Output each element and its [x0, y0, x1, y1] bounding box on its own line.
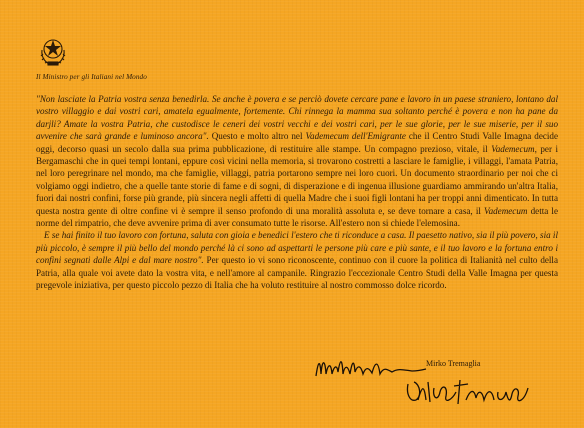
italian-republic-emblem-icon: [38, 34, 68, 68]
emigrant-quote: "Non lasciate la Patria vostra senza benedirla. Se anche è povera e se perciò dovete cercare pane e lavoro in un paese straniero, lontano dal vostro villaggio e dai vostri cari, amatela egualmente, fortemente. Chi rinnega la mamma sua soltanto perché è povera e non ha pane da darjli? Amate la vostra Patria, che custodisce le ceneri dei vostri vecchi e dei vostri cari, per le sue glorie, per le sue miserie, per il suo avvenire che sarà grande e luminoso ancora".: [36, 94, 558, 142]
ministry-title: Il Ministro per gli Italiani nel Mondo: [36, 73, 147, 81]
homecoming-quote: E se hai finito il tuo lavoro con fortuna, saluta con gioia e benedici l'estero che ti riconduce a casa. Il paesetto nativo, sia il più povero, sia il più piccolo, è sempre il più bello del mondo perché là ci sono ad aspettarti le persone più care e più sante, e il tuo lavoro e la fortuna entro i confini segnati dalle Alpi e dal mare nostro".: [36, 230, 558, 266]
letter-paragraph-2: E se hai finito il tuo lavoro con fortuna, saluta con gioia e benedici l'estero che ti riconduce a casa. Il paesetto nativo, sia il più povero, sia il più piccolo, è sempre il più bello del mondo perché là ci sono ad aspettarti le persone più care e più sante, e il tuo lavoro e la fortuna entro i confini segnati dalle Alpi e dal mare nostro". Per questo io vi sono riconoscente, continuo con il cuore la politica di Italianità nel culto della Patria, alla quale voi avete dato la vostra vita, e nell'amore al campanile. Ringrazio l'eccezionale Centro Studi della Valle Imagna per questa pregevole iniziativa, per questo piccolo pezzo di Italia che ha voluto restituire al nostro commosso dolce ricordo.: [36, 230, 558, 291]
vademecum-title: Vademecum dell'Emigrante: [305, 131, 406, 142]
signer-name: Mirko Tremaglia: [426, 359, 481, 368]
handwritten-signature-surname: [404, 374, 534, 408]
letter-paragraph-1: "Non lasciate la Patria vostra senza benedirla. Se anche è povera e se perciò dovete cercare pane e lavoro in un paese straniero, lontano dal vostro villaggio e dai vostri cari, amatela egualmente, fortemente. Chi rinnega la mamma sua soltanto perché è povera e non ha pane da darjli? Amate la vostra Patria, che custodisce le ceneri dei vostri vecchi e dei vostri cari, per le sue glorie, per le sue miserie, per il suo avvenire che sarà grande e luminoso ancora". Questo e molto altro nel Vademecum dell'Emigrante che il Centro Studi Valle Imagna decide oggi, decorso quasi un secolo dalla sua prima pubblicazione, di restituire alle stampe. Un compagno prezioso, vitale, il Vademecum, per i Bergamaschi che in quei tempi lontani, eppure così vicini nella memoria, si trovarono costretti a lasciare le famiglie, i villaggi, l'amata Patria, nel loro peregrinare nel mondo, ma che famiglie, villaggi, patria portarono sempre nei loro cuori. Un documento straordinario per noi che ci volgiamo oggi indietro, che a quelle tante storie di fame e di sogni, di disperazione e di ingenua illusione guardiamo ammirando un'altra Italia, fuori dai nostri confini, forse più grande, più sincera negli affetti di quella Madre che i suoi figli lontani ha per troppi anni dimenticato. In tutta questa nostra gente di oltre confine vi è sempre il senso profondo di una moralità assoluta e, se deve tornare a casa, il Vademecum detta le norme del rimpatrio, che deve avvenire prima di aver consumato tutte le risorse. All'estero non si chiede l'elemosina.: [36, 94, 559, 229]
letter-body: [36, 93, 558, 292]
